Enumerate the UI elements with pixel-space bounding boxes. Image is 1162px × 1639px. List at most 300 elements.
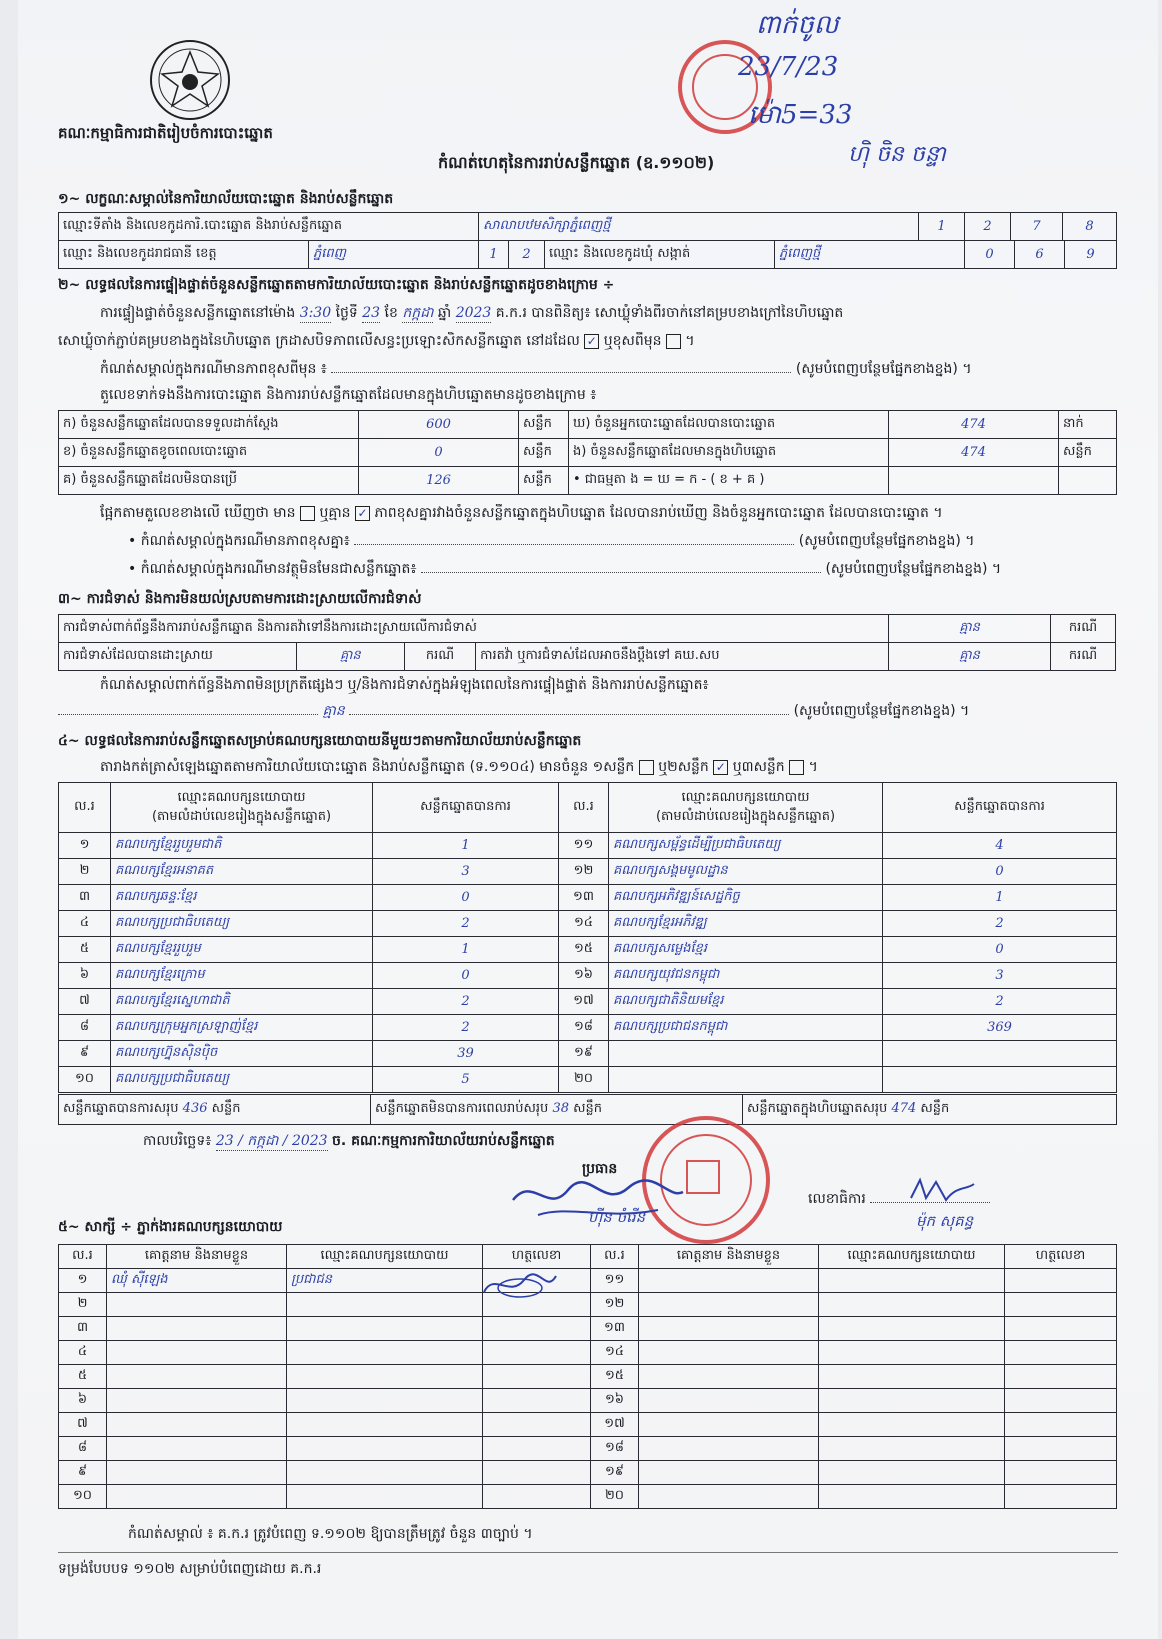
text: ។ (808, 759, 818, 775)
party-name: គណបក្សសម្ព័ន្ធដើម្បីប្រជាធិបតេយ្យ (609, 833, 883, 859)
commune-value: ភ្នំពេញថ្មី (775, 241, 965, 269)
table-row (59, 1389, 1117, 1413)
figure-unit: នាក់ (1059, 411, 1117, 439)
handwritten-date: 23/7/23 (738, 52, 839, 82)
row-number: ២០ (591, 1485, 639, 1509)
total-box-label: សន្លឹកឆ្នោតក្នុងហិបឆ្នោតសរុប (747, 1101, 888, 1116)
witness-signature (1005, 1293, 1117, 1317)
figure-label: ខ) ចំនួនសន្លឹកឆ្នោតខូចពេលបោះឆ្នោត (59, 439, 359, 467)
row-number: ៥ (59, 937, 111, 963)
witness-party (819, 1293, 1005, 1317)
party-name (609, 1067, 883, 1093)
figure-value: 126 (359, 467, 519, 495)
unit: សន្លឹក (211, 1101, 241, 1116)
row-number: ១៤ (559, 911, 609, 937)
witness-party (287, 1365, 483, 1389)
witness-signature (483, 1341, 591, 1365)
row-number: ៦ (59, 963, 111, 989)
witness-name: ឈុំ ស៊ីឡេង (107, 1269, 287, 1293)
objection-label: ការជំទាស់ពាក់ព័ន្ធនឹងការរាប់សន្លឹកឆ្នោត និងការតវ៉ាទៅនឹងការដោះស្រាយលើការជំទាស់ (59, 615, 889, 643)
resolved-label: ការជំទាស់ដែលបានដោះស្រាយ (59, 643, 297, 671)
col-votes: សន្លឹកឆ្នោតបានការ (883, 783, 1117, 833)
row-number: ១៩ (591, 1461, 639, 1485)
party-votes: 2 (373, 911, 559, 937)
unchanged-checkbox[interactable]: ✓ (584, 334, 599, 349)
section1-title: ១~ លក្ខណៈសម្គាល់នៃការិយាល័យបោះឆ្នោត និងរាប់សន្លឹកឆ្នោត (58, 191, 394, 207)
location-code-digit: 1 (919, 213, 965, 241)
party-name: គណបក្សហ្វ៊ុនស៊ិនប៉ិច (111, 1041, 373, 1067)
appeal-value: គ្មាន (889, 643, 1051, 671)
month-value: កក្កដា (402, 305, 434, 321)
location-table (58, 212, 1117, 241)
text: ឬ២សន្លឹក (658, 759, 709, 775)
witness-party (287, 1389, 483, 1413)
col-party (111, 783, 373, 833)
footer-divider (58, 1552, 1118, 1553)
tally-sheet-line (100, 758, 1120, 776)
difference-note-line (100, 360, 1120, 378)
row-number: ៧ (59, 1413, 107, 1437)
witness-signature (483, 1389, 591, 1413)
verification-line2 (58, 332, 1118, 350)
witness-signature (1005, 1485, 1117, 1509)
witness-party (819, 1365, 1005, 1389)
nec-emblem-icon (148, 38, 232, 122)
text: គ.ក.រ បានពិនិត្យ៖ សោឃ្លុំទាំងពីរចាក់នៅគម្របខាងក្រៅនៃហិបឆ្នោត (495, 305, 844, 321)
figures-row (59, 467, 1117, 495)
row-number: ២០ (559, 1067, 609, 1093)
table-row (59, 989, 1117, 1015)
row-number: ១១ (591, 1269, 639, 1293)
row-number: ១ (59, 1269, 107, 1293)
witness-signature (483, 1413, 591, 1437)
row-number: ៤ (59, 1341, 107, 1365)
date-label: កាលបរិច្ឆេទ៖ (143, 1133, 212, 1149)
note-dots (331, 372, 791, 373)
commune-label: ឈ្មោះ និងលេខកូដឃុំ សង្កាត់ (545, 241, 775, 269)
row-number: ១០ (59, 1485, 107, 1509)
resolved-value: គ្មាន (296, 643, 404, 671)
col-party-title: ឈ្មោះគណបក្សនយោបាយ (681, 789, 810, 805)
one-sheet-checkbox[interactable] (639, 760, 654, 775)
form-title: កំណត់ហេតុនៃការរាប់សន្លឹកឆ្នោត (ឧ.១១០២) (438, 153, 715, 172)
verification-line1 (100, 304, 1120, 323)
row-number: ១៧ (591, 1413, 639, 1437)
text: ការផ្ទៀងផ្ទាត់ចំនួនសន្លឹកឆ្នោតនៅម៉ោង (100, 305, 296, 321)
text: ។ (685, 333, 695, 349)
witness-name (639, 1413, 819, 1437)
witness-party (287, 1293, 483, 1317)
section3-title: ៣~ ការជំទាស់ និងការមិនយល់ស្របតាមការដោះស្រាយលើការជំទាស់ (58, 591, 422, 607)
witness-signature (1005, 1341, 1117, 1365)
total-box-value: 474 (891, 1101, 917, 1116)
party-votes (883, 1067, 1117, 1093)
witness-party (819, 1341, 1005, 1365)
party-votes: 4 (883, 833, 1117, 859)
party-name: គណបក្សប្រជាជនកម្ពុជា (609, 1015, 883, 1041)
col-no: ល.រ (59, 783, 111, 833)
col-votes: សន្លឹកឆ្នោតបានការ (373, 783, 559, 833)
figure-unit (1059, 467, 1117, 495)
party-name: គណបក្សជាតិនិយមខ្មែរ (609, 989, 883, 1015)
figure-unit: សន្លឹក (1059, 439, 1117, 467)
table-row (59, 963, 1117, 989)
table-row (59, 1341, 1117, 1365)
form-sheet (18, 0, 1158, 1639)
figure-unit: សន្លឹក (519, 467, 569, 495)
text: ថ្ងៃទី (335, 305, 358, 321)
three-sheet-checkbox[interactable] (789, 760, 804, 775)
location-label: ឈ្មោះទីតាំង និងលេខកូដការិ.បោះឆ្នោត និងរាប់សន្លឹកឆ្នោត (59, 213, 479, 241)
party-name: គណបក្សខ្មែរអភិវឌ្ឍ (609, 911, 883, 937)
total-valid-value: 436 (182, 1101, 208, 1116)
party-name: គណបក្សខ្មែរអនាគត (111, 859, 373, 885)
party-votes: 39 (373, 1041, 559, 1067)
party-name: គណបក្សឆន្ទៈខ្មែរ (111, 885, 373, 911)
witness-name (639, 1341, 819, 1365)
party-votes: 1 (883, 885, 1117, 911)
secretary-signature-icon (908, 1176, 978, 1206)
totals-table (58, 1094, 1117, 1125)
figure-value (889, 467, 1059, 495)
secretary-label: លេខាធិការ (808, 1191, 866, 1207)
witness-party (819, 1413, 1005, 1437)
party-name: គណបក្សសម្លេងខ្មែរ (609, 937, 883, 963)
total-valid-label: សន្លឹកឆ្នោតបានការសរុប (63, 1101, 179, 1116)
witness-signature (1005, 1269, 1117, 1293)
row-number: ១២ (591, 1293, 639, 1317)
figure-label: • ជាធម្មតា ង = ឃ = ក - ( ខ + គ ) (569, 467, 889, 495)
witness-signature (483, 1437, 591, 1461)
table-row (59, 859, 1117, 885)
witness-name (107, 1365, 287, 1389)
year-value: 2023 (455, 305, 492, 321)
figures-row (59, 411, 1117, 439)
note-dots (58, 714, 318, 715)
witness-signature-icon (480, 1268, 560, 1302)
col-party-sub: (តាមលំដាប់លេខរៀងក្នុងសន្លឹកឆ្នោត) (151, 808, 332, 824)
unit: សន្លឹក (573, 1101, 603, 1116)
party-votes: 1 (373, 833, 559, 859)
witness-name (107, 1461, 287, 1485)
row-number: ៨ (59, 1015, 111, 1041)
row-number: ១៨ (559, 1015, 609, 1041)
col-no: ល.រ (59, 1245, 107, 1269)
table-row (59, 833, 1117, 859)
witness-signature (1005, 1461, 1117, 1485)
text: ខែ (384, 305, 398, 321)
text: តារាងកត់ត្រាសំឡេងឆ្នោតតាមការិយាល័យបោះឆ្នោត និងរាប់សន្លឹកឆ្នោត (ទ.១១០៤) មានចំនួន ១សន្លឹក (100, 759, 635, 775)
party-votes (883, 1041, 1117, 1067)
witness-party (287, 1317, 483, 1341)
difference-bullet (128, 532, 1118, 550)
comparison-line (100, 504, 1120, 522)
witness-signature (1005, 1413, 1117, 1437)
witness-name (107, 1317, 287, 1341)
chair-name: ហ៊ីន ចំរើន (588, 1208, 646, 1226)
total-valid (59, 1095, 371, 1125)
col-sign: ហត្ថលេខា (483, 1245, 591, 1269)
party-votes: 369 (883, 1015, 1117, 1041)
handwritten-received: ពាក់ចូល (756, 10, 839, 40)
table-row (59, 937, 1117, 963)
section2-title: ២~ លទ្ធផលនៃការផ្ទៀងផ្ទាត់ចំនួនសន្លឹកឆ្នោតតាមការិយាល័យបោះឆ្នោត និងរាប់សន្លឹកឆ្នោតដូចខាងក្រោម ÷ (58, 277, 615, 293)
party-name: គណបក្សខ្មែររួបរួម (111, 937, 373, 963)
note-dots (354, 544, 794, 545)
section5-title: ៥~ សាក្សី ÷ ភ្នាក់ងារគណបក្សនយោបាយ (58, 1219, 283, 1235)
province-label: ឈ្មោះ និងលេខកូដរាជធានី ខេត្ត (59, 241, 309, 269)
witness-signature (1005, 1437, 1117, 1461)
handwritten-name: ហ៊ិ ចិន ចន្ទា (848, 142, 946, 167)
witness-signature (483, 1317, 591, 1341)
total-box (743, 1095, 1117, 1125)
col-no: ល.រ (559, 783, 609, 833)
row-number: ១៧ (559, 989, 609, 1015)
figure-value: 0 (359, 439, 519, 467)
location-code-digit: 2 (965, 213, 1011, 241)
secretary-name: ម៉ុក សុគន្ធ (916, 1212, 974, 1230)
witness-party (287, 1413, 483, 1437)
witness-party (287, 1437, 483, 1461)
figure-label: គ) ចំនួនសន្លឹកឆ្នោតដែលមិនបានប្រើ (59, 467, 359, 495)
party-votes: 3 (883, 963, 1117, 989)
party-votes: 0 (883, 937, 1117, 963)
party-votes: 1 (373, 937, 559, 963)
text: សោឃ្លុំចាក់ភ្ជាប់គម្របខាងក្នុងនៃហិបឆ្នោត ក្រដាសបិទភាពលើសន្ធះប្រឡោះសិកសន្លឹកឆ្នោត នៅដដែល (58, 333, 580, 349)
party-votes: 2 (373, 989, 559, 1015)
witness-party (819, 1485, 1005, 1509)
col-party: ឈ្មោះគណបក្សនយោបាយ (819, 1245, 1005, 1269)
witness-signature (483, 1485, 591, 1509)
witness-name (639, 1317, 819, 1341)
col-name: គោត្តនាម និងនាមខ្លួន (639, 1245, 819, 1269)
row-number: ១១ (559, 833, 609, 859)
row-number: ៦ (59, 1389, 107, 1413)
party-name: គណបក្សប្រជាធិបតេយ្យ (111, 1067, 373, 1093)
row-number: ១០ (59, 1067, 111, 1093)
witness-table (58, 1244, 1117, 1509)
row-number: ៣ (59, 1317, 107, 1341)
province-code-digit: 1 (479, 241, 509, 269)
committee-sign-label: ច. គណៈកម្មការការិយាល័យរាប់សន្លឹកឆ្នោត (332, 1133, 555, 1149)
witness-name (639, 1437, 819, 1461)
handwritten-time: ម៉ោ5=33 (748, 100, 853, 130)
witness-party (819, 1461, 1005, 1485)
has-difference-checkbox[interactable] (300, 506, 315, 521)
province-value: ភ្នំពេញ (309, 241, 479, 269)
witness-name (639, 1461, 819, 1485)
witness-signature (483, 1461, 591, 1485)
party-votes: 5 (373, 1067, 559, 1093)
party-name: គណបក្សប្រជាធិបតេយ្យ (111, 911, 373, 937)
fill-hint: (សូមបំពេញបន្ថែមផ្នែកខាងខ្នង) ។ (795, 361, 972, 377)
date-value: 23 / កក្កដា / 2023 (215, 1133, 328, 1149)
province-table (58, 240, 1117, 269)
witness-name (107, 1413, 287, 1437)
party-votes: 2 (883, 989, 1117, 1015)
location-code-digit: 7 (1011, 213, 1063, 241)
figure-value: 474 (889, 411, 1059, 439)
location-code-digit: 8 (1063, 213, 1117, 241)
party-votes: 0 (373, 885, 559, 911)
witness-name (639, 1389, 819, 1413)
total-invalid-value: 38 (552, 1101, 569, 1116)
row-number: ៩ (59, 1461, 107, 1485)
party-name: គណបក្សក្រុមអ្នកស្រឡាញ់ខ្មែរ (111, 1015, 373, 1041)
col-sign: ហត្ថលេខា (1005, 1245, 1117, 1269)
row-number: ១៣ (591, 1317, 639, 1341)
witness-name (639, 1269, 819, 1293)
party-name: គណបក្សខ្មែររួបរួមជាតិ (111, 833, 373, 859)
row-number: ១៣ (559, 885, 609, 911)
text: ឬគ្មាន (319, 505, 351, 521)
table-row (59, 1067, 1117, 1093)
case-unit: ករណី (1051, 615, 1116, 643)
table-row (59, 1437, 1117, 1461)
irregularity-value: គ្មាន (322, 703, 345, 719)
row-number: ១ (59, 833, 111, 859)
row-number: ៤ (59, 911, 111, 937)
row-number: ១៥ (559, 937, 609, 963)
fill-hint: (សូមបំពេញបន្ថែមផ្នែកខាងខ្នង) ។ (825, 561, 1002, 577)
party-name (609, 1041, 883, 1067)
footer-text: ទម្រង់បែបបទ ១១០២ សម្រាប់បំពេញដោយ គ.ក.រ (58, 1561, 322, 1577)
party-name: គណបក្សសង្គមមូលដ្ឋាន (609, 859, 883, 885)
commune-code-digit: 9 (1065, 241, 1117, 269)
note-dots (421, 572, 821, 573)
witness-party (819, 1389, 1005, 1413)
row-number: ២ (59, 859, 111, 885)
figure-label: ក) ចំនួនសន្លឹកឆ្នោតដែលបានទទួលដាក់ស្តែង (59, 411, 359, 439)
table-row (59, 1269, 1117, 1293)
table-row (59, 1485, 1117, 1509)
witness-party: ប្រជាជន (287, 1269, 483, 1293)
objection-value: គ្មាន (889, 615, 1051, 643)
party-votes: 0 (373, 963, 559, 989)
witness-name (639, 1293, 819, 1317)
witness-name (639, 1485, 819, 1509)
party-votes: 2 (373, 1015, 559, 1041)
table-row (59, 885, 1117, 911)
note-dots (349, 714, 789, 715)
day-value: 23 (362, 305, 381, 321)
witness-signature (1005, 1317, 1117, 1341)
text: ឆ្នាំ (437, 305, 452, 321)
text: • កំណត់សម្គាល់ក្នុងករណីមានវត្ថុមិនមែនជាសន្លឹកឆ្នោត៖ (128, 561, 417, 577)
party-name: គណបក្សខ្មែរក្រោម (111, 963, 373, 989)
witness-note: កំណត់សម្គាល់ ៖ គ.ក.រ ត្រូវបំពេញ ទ.១១០២ ឱ្យបានត្រឹមត្រូវ ចំនួន ៣ច្បាប់ ។ (128, 1526, 533, 1542)
row-number: ៨ (59, 1437, 107, 1461)
appeal-label: ការតវ៉ា ឬការជំទាស់ដែលអាចនឹងប្តឹងទៅ គឃ.សប (476, 643, 889, 671)
row-number: ៧ (59, 989, 111, 1015)
party-name: គណបក្សយុវជនកម្ពុជា (609, 963, 883, 989)
committee-name: គណៈកម្មាធិការជាតិរៀបចំការបោះឆ្នោត (58, 124, 273, 142)
irregularity-note: កំណត់សម្គាល់ពាក់ព័ន្ធនឹងភាពមិនប្រក្រតីផ្សេងៗ ឬ/និងការជំទាស់ក្នុងអំឡុងពេលនៃការផ្ទៀងផ្ទាត់ និងការរាប់សន្លឹកឆ្នោត៖ (100, 677, 709, 693)
witness-party (819, 1269, 1005, 1293)
text: • កំណត់សម្គាល់ក្នុងករណីមានភាពខុសគ្នា៖ (128, 533, 350, 549)
note-label: កំណត់សម្គាល់ក្នុងករណីមានភាពខុសពីមុន ៖ (100, 361, 327, 377)
text: ផ្អែកតាមតួលេខខាងលើ ឃើញថា មាន (100, 505, 296, 521)
party-votes: 2 (883, 911, 1117, 937)
witness-name (107, 1485, 287, 1509)
witness-party (287, 1485, 483, 1509)
table-row (59, 1317, 1117, 1341)
non-ballot-bullet (128, 560, 1118, 578)
party-votes: 3 (373, 859, 559, 885)
text: ឬខុសពីមុន (603, 333, 662, 349)
witness-name (639, 1365, 819, 1389)
figures-table (58, 410, 1117, 495)
figure-label: ង) ចំនួនសន្លឹកឆ្នោតដែលមានក្នុងហិបឆ្នោត (569, 439, 889, 467)
table-row (59, 1293, 1117, 1317)
changed-checkbox[interactable] (666, 334, 681, 349)
irregularity-note-line (58, 702, 1118, 720)
witness-party (287, 1461, 483, 1485)
figure-label: ឃ) ចំនួនអ្នកបោះឆ្នោតដែលបានបោះឆ្នោត (569, 411, 889, 439)
table-row (59, 1365, 1117, 1389)
witness-name (107, 1293, 287, 1317)
province-code-digit: 2 (509, 241, 545, 269)
party-name: គណបក្សខ្មែរស្នេហាជាតិ (111, 989, 373, 1015)
date-line (143, 1132, 555, 1151)
table-row (59, 1015, 1117, 1041)
witness-name (107, 1341, 287, 1365)
col-party-title: ឈ្មោះគណបក្សនយោបាយ (177, 789, 306, 805)
table-row (59, 911, 1117, 937)
no-difference-checkbox[interactable]: ✓ (355, 506, 370, 521)
col-party: ឈ្មោះគណបក្សនយោបាយ (287, 1245, 483, 1269)
fill-hint: (សូមបំពេញបន្ថែមផ្នែកខាងខ្នង) ។ (798, 533, 975, 549)
witness-signature (483, 1365, 591, 1389)
row-number: ៣ (59, 885, 111, 911)
figure-unit: សន្លឹក (519, 439, 569, 467)
table-row (59, 1413, 1117, 1437)
two-sheet-checkbox[interactable]: ✓ (713, 760, 728, 775)
commune-code-digit: 6 (1015, 241, 1065, 269)
table-row (59, 1461, 1117, 1485)
witness-signature (1005, 1389, 1117, 1413)
witness-name (107, 1437, 287, 1461)
total-invalid-label: សន្លឹកឆ្នោតមិនបានការពេលរាប់សរុប (375, 1101, 549, 1116)
party-name: គណបក្សអភិវឌ្ឍន៍សេដ្ឋកិច្ច (609, 885, 883, 911)
results-table (58, 782, 1117, 1093)
text: ឬ៣សន្លឹក (732, 759, 785, 775)
row-number: ១៦ (559, 963, 609, 989)
col-party (609, 783, 883, 833)
col-party-sub: (តាមលំដាប់លេខរៀងក្នុងសន្លឹកឆ្នោត) (655, 808, 836, 824)
col-name: គោត្តនាម និងនាមខ្លួន (107, 1245, 287, 1269)
row-number: ១៤ (591, 1341, 639, 1365)
party-votes: 0 (883, 859, 1117, 885)
row-number: ៥ (59, 1365, 107, 1389)
row-number: ១៦ (591, 1389, 639, 1413)
row-number: ១២ (559, 859, 609, 885)
row-number: ១៨ (591, 1437, 639, 1461)
figure-value: 474 (889, 439, 1059, 467)
figures-intro: តួលេខទាក់ទងនឹងការបោះឆ្នោត និងការរាប់សន្លឹកឆ្នោតដែលមានក្នុងហិបឆ្នោតមានដូចខាងក្រោម ៖ (100, 387, 597, 403)
case-unit: ករណី (1051, 643, 1116, 671)
witness-signature (1005, 1365, 1117, 1389)
unit: សន្លឹក (920, 1101, 950, 1116)
row-number: ១៩ (559, 1041, 609, 1067)
figure-value: 600 (359, 411, 519, 439)
section4-title: ៤~ លទ្ធផលនៃការរាប់សន្លឹកឆ្នោតសម្រាប់គណបក្សនយោបាយនីមួយៗតាមការិយាល័យរាប់សន្លឹកឆ្នោត (58, 733, 582, 749)
text: ភាពខុសគ្នារវាងចំនួនសន្លឹកឆ្នោតក្នុងហិបឆ្នោត ដែលបានរាប់ឃើញ និងចំនួនអ្នកបោះឆ្នោត ដែលបានបោះឆ្នោត ។ (374, 505, 943, 521)
chair-label: ប្រធាន (582, 1161, 618, 1177)
figure-unit: សន្លឹក (519, 411, 569, 439)
time-value: 3:30 (299, 305, 332, 321)
witness-party (819, 1437, 1005, 1461)
